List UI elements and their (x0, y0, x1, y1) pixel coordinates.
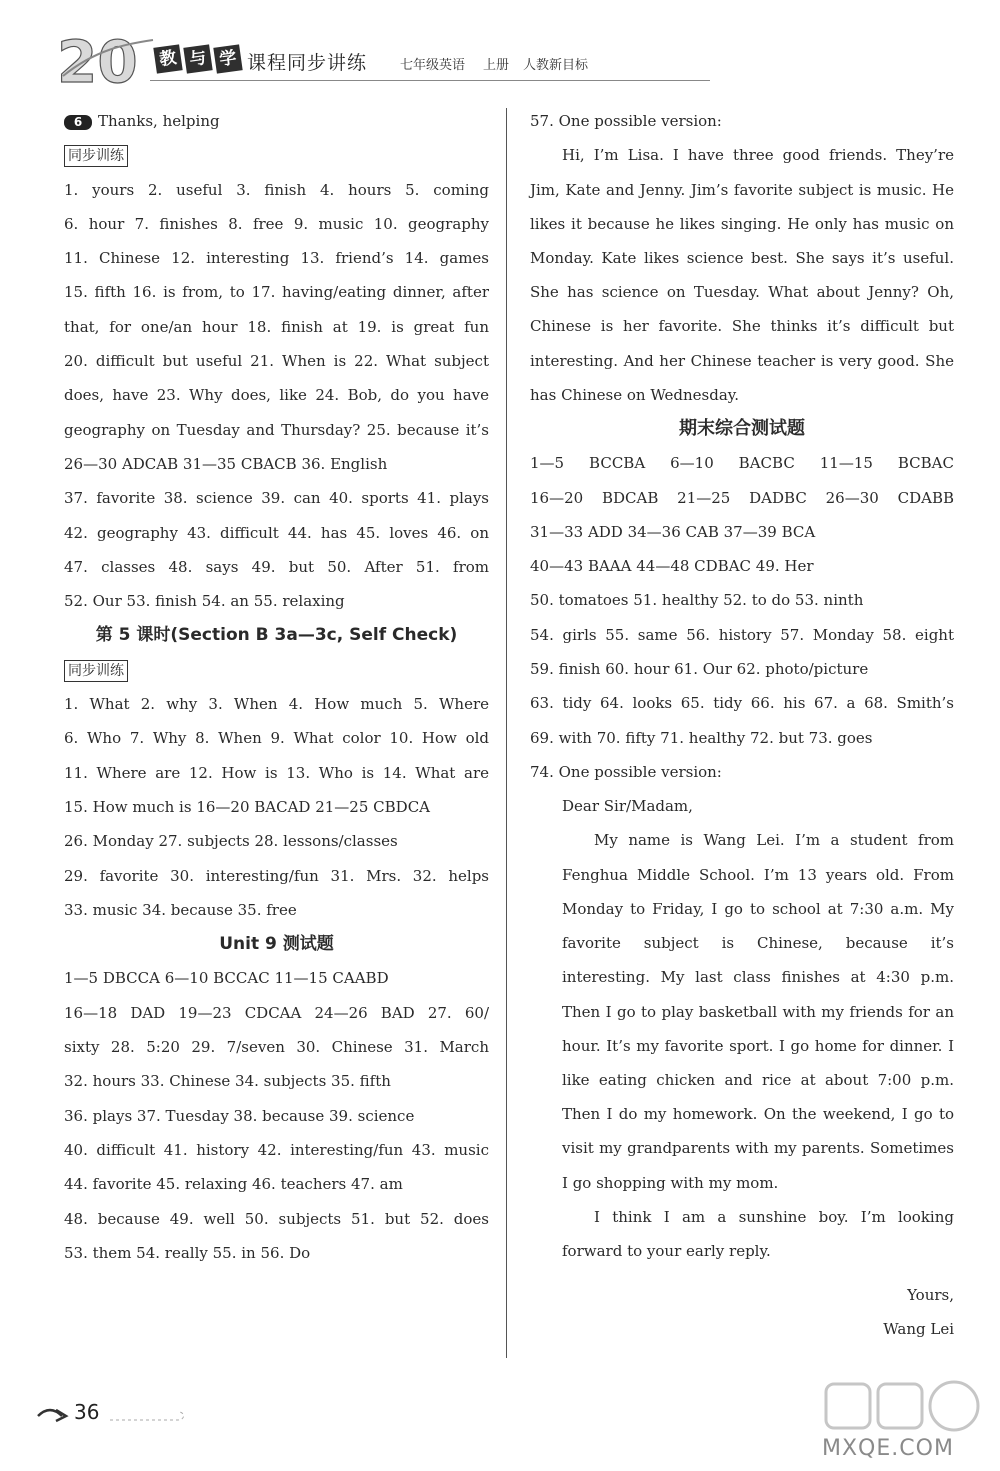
answer-line: 11. Where are 12. How is 13. Who is 14. What are (64, 763, 489, 782)
answer-line: 1—5 DBCCA 6—10 BCCAC 11—15 CAABD (64, 969, 389, 988)
answer-line: does, have 23. Why does, like 24. Bob, do you have (64, 386, 489, 405)
answer-line: 59. finish 60. hour 61. Our 62. photo/picture (530, 660, 869, 678)
section-heading-unit9: Unit 9 测试题 (219, 934, 334, 955)
right-column (530, 104, 954, 1347)
brand-char-1: 教 (153, 44, 182, 73)
answer-line: 37. favorite 38. science 39. can 40. sports 41. plays (64, 489, 489, 508)
answer-line: geography on Tuesday and Thursday? 25. because it’s (64, 420, 489, 439)
answer-line: 40. difficult 41. history 42. interesting/fun 43. music (64, 1140, 489, 1159)
answer-line: 1. What 2. why 3. When 4. How much 5. Where (64, 695, 489, 714)
answer-line: 16—20 BDCAB 21—25 DADBC 26—30 CDABB (530, 488, 954, 507)
answer-line: 33. music 34. because 35. free (64, 900, 297, 919)
letter-closing: Yours, (907, 1286, 954, 1305)
header-volume: 上册 (483, 58, 510, 73)
answer-line: 6. hour 7. finishes 8. free 9. music 10. geography (64, 214, 489, 233)
practice-label: 同步训练 (64, 145, 128, 167)
answer-line: 53. them 54. really 55. in 56. Do (64, 1243, 311, 1262)
answer-line: 16—18 DAD 19—23 CDCAA 24—26 BAD 27. 60/ (64, 1003, 489, 1022)
answer-line: 47. classes 48. says 49. but 50. After 51. from (64, 557, 489, 576)
answer-line: 6. Who 7. Why 8. When 9. What color 10. How old (64, 729, 489, 748)
letter-greeting: Dear Sir/Madam, (562, 797, 693, 816)
letter-body-1: My name is Wang Lei. I’m a student from Fenghua Middle School. I’m 13 years old. From Monday to Friday, I go to school at 7:30 a.m. My favorite subject is Chinese, because it’s interesting. My last class finishes at 4:30 p.m. Then I go to play basketball with my friends for an hour. It’s my favorite sport. I go home for dinner. I like eating chicken and rice at about 7:00 p.m. Then I do my homework. On the weekend, I go to visit my grandparents with my parents. Sometimes I go shopping with my mom. (562, 831, 954, 1192)
practice-label-row (64, 653, 489, 687)
answer-block-3 (64, 961, 489, 1270)
column-divider (506, 108, 507, 1358)
item-6 (64, 104, 489, 138)
answer-line: 69. with 70. fifty 71. healthy 72. but 73. goes (530, 728, 873, 747)
answer-line: 42. geography 43. difficult 44. has 45. loves 46. on (64, 523, 489, 542)
answer-line: 50. tomatoes 51. healthy 52. to do 53. ninth (530, 591, 864, 610)
answer-line: 63. tidy 64. looks 65. tidy 66. his 67. a 68. Smith’s (530, 694, 954, 713)
answer-line: 54. girls 55. same 56. history 57. Monday 58. eight (530, 625, 954, 644)
practice-label-row (64, 138, 489, 172)
page-number: 36 (74, 1400, 100, 1424)
answer-line: 29. favorite 30. interesting/fun 31. Mrs. 32. helps (64, 866, 489, 885)
q57-label: 57. One possible version: (530, 112, 722, 130)
answer-line: 40—43 BAAA 44—48 CDBAC 49. Her (530, 557, 814, 576)
answer-line: 26—30 ADCAB 31—35 CBACB 36. English (64, 454, 388, 473)
answer-line: sixty 28. 5:20 29. 7/seven 30. Chinese 31. March (64, 1038, 489, 1057)
answer-line: 15. How much is 16—20 BACAD 21—25 CBDCA (64, 797, 430, 816)
footer-ornament-icon (108, 1406, 188, 1426)
answer-line: that, for one/an hour 18. finish at 19. is great fun (64, 317, 489, 336)
series-logo-icon (55, 30, 155, 90)
header-edition: 人教新目标 (523, 58, 589, 73)
section-heading-final: 期末综合测试题 (679, 417, 805, 439)
answer-line: 31—33 ADD 34—36 CAB 37—39 BCA (530, 522, 816, 541)
watermark-text: MXQE.COM (822, 1436, 954, 1461)
answer-line: 20. difficult but useful 21. When is 22. What subject (64, 352, 489, 371)
section-heading-lesson5: 第 5 课时(Section B 3a—3c, Self Check) (95, 625, 458, 646)
answer-line: 15. fifth 16. is from, to 17. having/eating dinner, after (64, 283, 489, 302)
svg-text:20: 20 (57, 30, 138, 90)
practice-label: 同步训练 (64, 660, 128, 682)
item-6-text: Thanks, helping (98, 112, 220, 130)
answer-line: 11. Chinese 12. interesting 13. friend’s 14. games (64, 249, 489, 268)
arrow-right-icon (36, 1404, 70, 1428)
header-grade: 七年级英语 (400, 58, 466, 73)
answer-line: 1—5 BCCBA 6—10 BACBC 11—15 BCBAC (530, 454, 954, 473)
letter-body-2: I think I am a sunshine boy. I’m looking forward to your early reply. (562, 1207, 954, 1260)
q57-essay: Hi, I’m Lisa. I have three good friends. They’re Jim, Kate and Jenny. Jim’s favorite subject is music. He likes it because he likes singing. He only has music on Monday. Kate likes science best. She says it’s useful. She has science on Tuesday. What about Jenny? Oh, Chinese is her favorite. She thinks it’s difficult but interesting. And her Chinese teacher is very good. She has Chinese on Wednesday. (530, 146, 954, 404)
brand-char-3: 学 (213, 44, 242, 73)
answer-line: 32. hours 33. Chinese 34. subjects 35. fifth (64, 1072, 391, 1091)
answer-block-4 (530, 446, 954, 755)
answer-block-2 (64, 687, 489, 927)
header-rule (150, 80, 710, 81)
answer-line: 52. Our 53. finish 54. an 55. relaxing (64, 592, 345, 611)
answer-line: 36. plays 37. Tuesday 38. because 39. science (64, 1106, 415, 1125)
series-title: 课程同步讲练 (247, 52, 368, 74)
item-number-badge: 6 (64, 115, 92, 130)
answer-block-1 (64, 173, 489, 619)
letter-signature: Wang Lei (883, 1320, 954, 1339)
left-column (64, 104, 489, 1270)
answer-line: 44. favorite 45. relaxing 46. teachers 47. am (64, 1175, 403, 1194)
brand-char-2: 与 (183, 44, 212, 73)
answer-line: 48. because 49. well 50. subjects 51. but 52. does (64, 1209, 489, 1228)
q74-label: 74. One possible version: (530, 762, 722, 781)
answer-line: 26. Monday 27. subjects 28. lessons/classes (64, 832, 398, 851)
page-header (55, 30, 955, 92)
answer-line: 1. yours 2. useful 3. finish 4. hours 5. coming (64, 180, 489, 199)
